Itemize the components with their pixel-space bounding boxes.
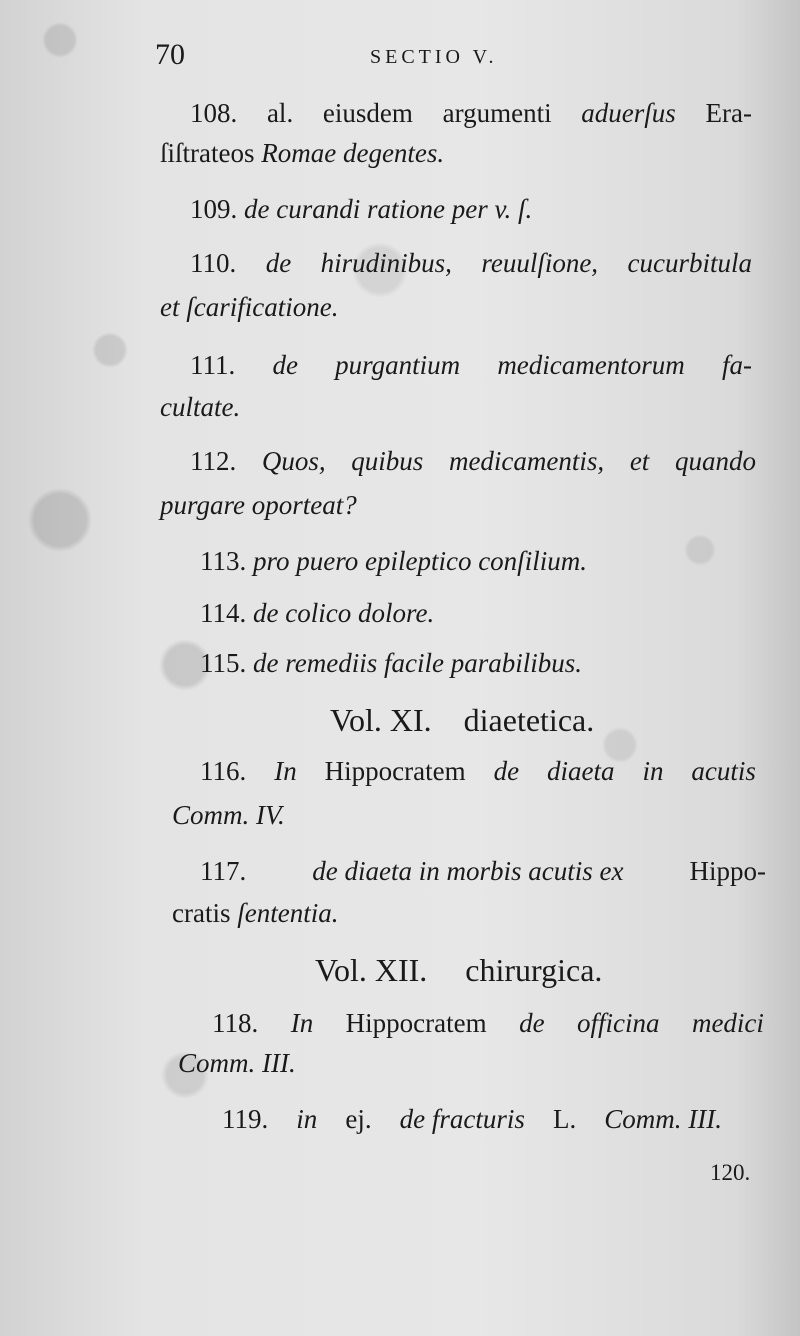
entry-text: cucurbitula (627, 248, 752, 278)
entry-text: cratis (172, 898, 231, 928)
entry-number: 112. (190, 446, 237, 476)
entry-text: diaeta (547, 756, 615, 786)
entry-text: Era- (705, 98, 752, 128)
entry-108-line2 (160, 138, 444, 169)
catchword: 120. (710, 1160, 751, 1185)
entry-number: 119. (222, 1104, 269, 1134)
entry-number: 111. (190, 350, 236, 380)
entry-number: 109. (190, 194, 238, 224)
entry-number: 113. (200, 546, 247, 576)
entry-number: 108. (190, 98, 238, 128)
entry-text: officina (577, 1008, 660, 1038)
entry-text: de diaeta in morbis acutis ex (312, 856, 624, 886)
entry-112-line1 (190, 446, 756, 477)
entry-text: argumenti (442, 98, 552, 128)
entry-116-line2: Comm. IV. (172, 800, 285, 830)
entry-text: hirudinibus, (320, 248, 452, 278)
entry-119 (222, 1104, 722, 1135)
entry-text: medicamentorum (497, 350, 685, 380)
entry-text: medici (691, 1008, 764, 1038)
entry-text: L. (552, 1104, 577, 1134)
entry-116-line1 (200, 756, 756, 787)
entry-text: Quos, (261, 446, 326, 476)
entry-109 (190, 194, 532, 225)
entry-text: fa- (721, 350, 752, 380)
entry-number: 110. (190, 248, 237, 278)
volume-label: Vol. XII. (315, 952, 428, 988)
entry-number: 117. (200, 856, 247, 886)
entry-text: quando (674, 446, 756, 476)
entry-111-line2: cultate. (160, 392, 241, 422)
entry-text: de (265, 248, 292, 278)
entry-118-line1 (212, 1008, 764, 1039)
entry-108-line1 (190, 98, 752, 129)
entry-text: Romae degentes. (261, 138, 445, 168)
entry-number: 116. (200, 756, 247, 786)
entry-text: ſiſtrateos (160, 138, 255, 168)
entry-text: pro puero epileptico conſilium. (253, 546, 587, 576)
entry-113 (200, 546, 587, 577)
entry-text: In (274, 756, 297, 786)
entry-text: al. (266, 98, 294, 128)
entry-number: 115. (200, 648, 247, 678)
entry-text: quibus (351, 446, 424, 476)
entry-text: purgantium (335, 350, 461, 380)
entry-text: de fracturis (399, 1104, 525, 1134)
entry-text: de (272, 350, 298, 380)
volume-heading-xi (330, 702, 594, 739)
entry-text: Hippocratem (345, 1008, 487, 1038)
entry-text: de remediis facile parabilibus. (253, 648, 582, 678)
running-head: SECTIO V. (370, 46, 498, 68)
entry-text: et (629, 446, 650, 476)
entry-text: Comm. III. (604, 1104, 722, 1134)
entry-111-line1 (190, 350, 752, 381)
entry-text: aduerſus (581, 98, 676, 128)
entry-text: de (519, 1008, 545, 1038)
entry-text: medicamentis, (448, 446, 605, 476)
page-header (155, 38, 740, 78)
entry-117-line2 (172, 898, 338, 929)
entry-text: in (296, 1104, 318, 1134)
volume-subject: chirurgica. (465, 952, 603, 988)
entry-number: 114. (200, 598, 247, 628)
entry-110-line2: et ſcarificatione. (160, 292, 339, 322)
entry-text: de (493, 756, 520, 786)
entry-text: de curandi ratione per v. ſ. (244, 194, 533, 224)
entry-114 (200, 598, 434, 629)
entry-text: de colico dolore. (253, 598, 435, 628)
entry-text: ſententia. (237, 898, 339, 928)
entry-text: in (642, 756, 664, 786)
entry-117-line1 (200, 856, 766, 887)
entry-number: 118. (212, 1008, 259, 1038)
entry-text: In (290, 1008, 314, 1038)
entry-text: ej. (345, 1104, 372, 1134)
entry-112-line2: purgare oporteat? (160, 490, 357, 520)
entry-text: Hippo- (689, 856, 766, 886)
page-number: 70 (155, 38, 185, 71)
entry-text: acutis (691, 756, 756, 786)
entry-110-line1 (190, 248, 752, 279)
volume-subject: diaetetica. (463, 702, 595, 738)
entry-text: reuulſione, (481, 248, 599, 278)
entry-text: eiusdem (322, 98, 413, 128)
entry-text: Hippocratem (324, 756, 466, 786)
entry-115 (200, 648, 582, 679)
entry-118-line2: Comm. III. (178, 1048, 296, 1078)
volume-heading-xii (315, 952, 602, 989)
volume-label: Vol. XI. (330, 702, 432, 738)
